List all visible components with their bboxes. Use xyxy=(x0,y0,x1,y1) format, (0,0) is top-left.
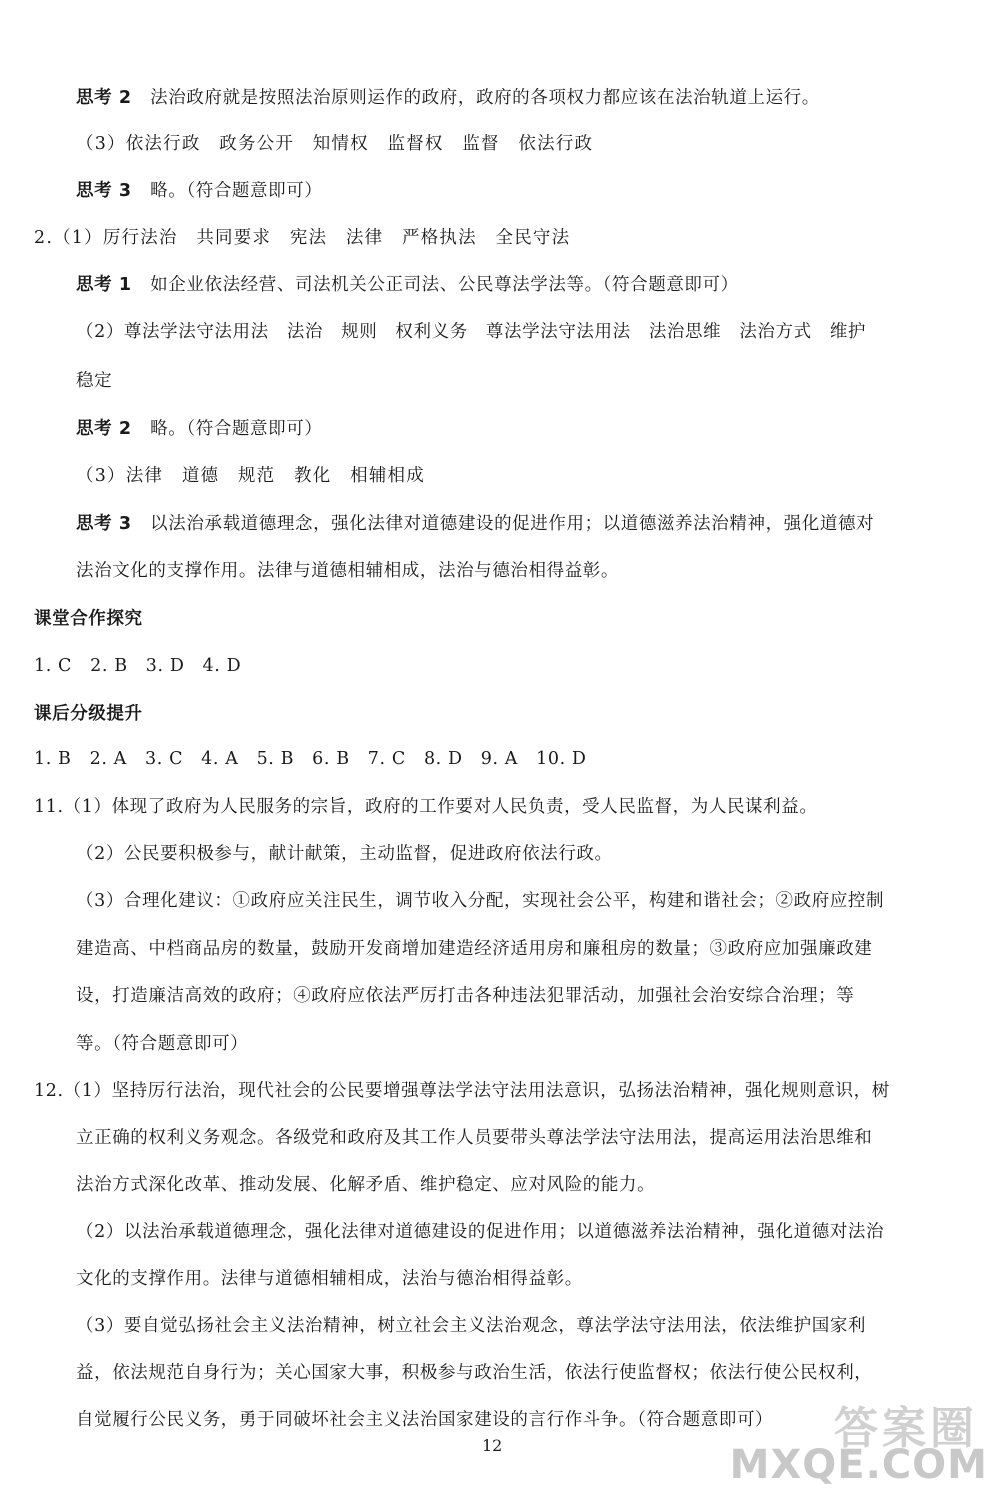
text-line: 自觉履行公民义务，勇于同破坏社会主义法治国家建设的言行作斗争。（符合题意即可） xyxy=(76,1410,774,1430)
text-line: 法治方式深化改革、推动发展、化解矛盾、维护稳定、应对风险的能力。 xyxy=(76,1175,656,1195)
text-line: 等。（符合题意即可） xyxy=(76,1034,249,1054)
section-heading: 课堂合作探究 xyxy=(34,609,143,629)
section-heading: 课后分级提升 xyxy=(34,704,143,724)
think-label: 思考 3 xyxy=(76,514,132,534)
watermark-cn-text: 答案圈 xyxy=(834,1403,978,1454)
text-line xyxy=(76,510,874,535)
text-line: 稳定 xyxy=(76,371,113,391)
watermark-url-text: MXQE.COM xyxy=(729,1442,988,1488)
text-line: （3）法律 道德 规范 教化 相辅相成 xyxy=(76,466,425,486)
think-label: 思考 3 xyxy=(76,181,132,201)
text-line: 文化的支撑作用。法律与道德相辅相成，法治与德治相得益彰。 xyxy=(76,1269,583,1289)
text-line: 益，依法规范自身行为；关心国家大事，积极参与政治生活，依法行使监督权；依法行使公民权利， xyxy=(76,1363,873,1383)
answer-text: 略。（符合题意即可） xyxy=(150,181,323,201)
text-line: （2）以法治承载道德理念，强化法律对道德建设的促进作用；以道德滋养法治精神，强化道德对法治 xyxy=(76,1222,885,1242)
answer-list: 1. B 2. A 3. C 4. A 5. B 6. B 7. C 8. D 9. A 10. D xyxy=(34,749,587,769)
think-label: 思考 1 xyxy=(76,275,132,295)
text-line xyxy=(76,84,820,109)
answer-text: 法治政府就是按照法治原则运作的政府，政府的各项权力都应该在法治轨道上运行。 xyxy=(150,88,820,108)
text-line xyxy=(76,177,322,202)
question-line: 2.（1）厉行法治 共同要求 宪法 法律 严格执法 全民守法 xyxy=(34,228,571,248)
text-line: 立正确的权利义务观念。各级党和政府及其工作人员要带头尊法学法守法用法，提高运用法治思维和 xyxy=(76,1128,873,1148)
text-line xyxy=(76,271,739,296)
text-line: （3）合理化建议：①政府应关注民生，调节收入分配，实现社会公平，构建和谐社会；②政府应控制 xyxy=(76,891,885,911)
text-line: （2）公民要积极参与，献计献策，主动监督，促进政府依法行政。 xyxy=(76,844,613,864)
answer-text: 如企业依法经营、司法机关公正司法、公民尊法学法等。（符合题意即可） xyxy=(150,275,739,295)
text-line: （3）依法行政 政务公开 知情权 监督权 监督 依法行政 xyxy=(76,134,594,154)
text-line: 法治文化的支撑作用。法律与道德相辅相成，法治与德治相得益彰。 xyxy=(76,561,619,581)
watermark-logo xyxy=(729,1392,988,1488)
think-label: 思考 2 xyxy=(76,419,132,439)
answer-list: 1. C 2. B 3. D 4. D xyxy=(34,656,242,676)
text-line: 设，打造廉洁高效的政府；④政府应依法严厉打击各种违法犯罪活动，加强社会治安综合治理；等 xyxy=(76,986,855,1006)
think-label: 思考 2 xyxy=(76,88,132,108)
answer-text: 以法治承载道德理念，强化法律对道德建设的促进作用；以道德滋养法治精神，强化道德对 xyxy=(150,514,875,534)
text-line: 建造高、中档商品房的数量，鼓励开发商增加建造经济适用房和廉租房的数量；③政府应加强廉政建 xyxy=(76,939,873,959)
answer-text: 略。（符合题意即可） xyxy=(150,419,323,439)
question-line: 12.（1）坚持厉行法治，现代社会的公民要增强尊法学法守法用法意识，弘扬法治精神，强化规则意识，树 xyxy=(34,1081,890,1101)
text-line xyxy=(76,415,322,440)
text-line: （3）要自觉弘扬社会主义法治精神，树立社会主义法治观念，尊法学法守法用法，依法维护国家利 xyxy=(76,1316,867,1336)
question-line: 11.（1）体现了政府为人民服务的宗旨，政府的工作要对人民负责，受人民监督，为人民谋利益。 xyxy=(34,797,818,817)
page-number: 12 xyxy=(482,1436,503,1455)
text-line: （2）尊法学法守法用法 法治 规则 权利义务 尊法学法守法用法 法治思维 法治方式 维护 xyxy=(76,322,867,342)
